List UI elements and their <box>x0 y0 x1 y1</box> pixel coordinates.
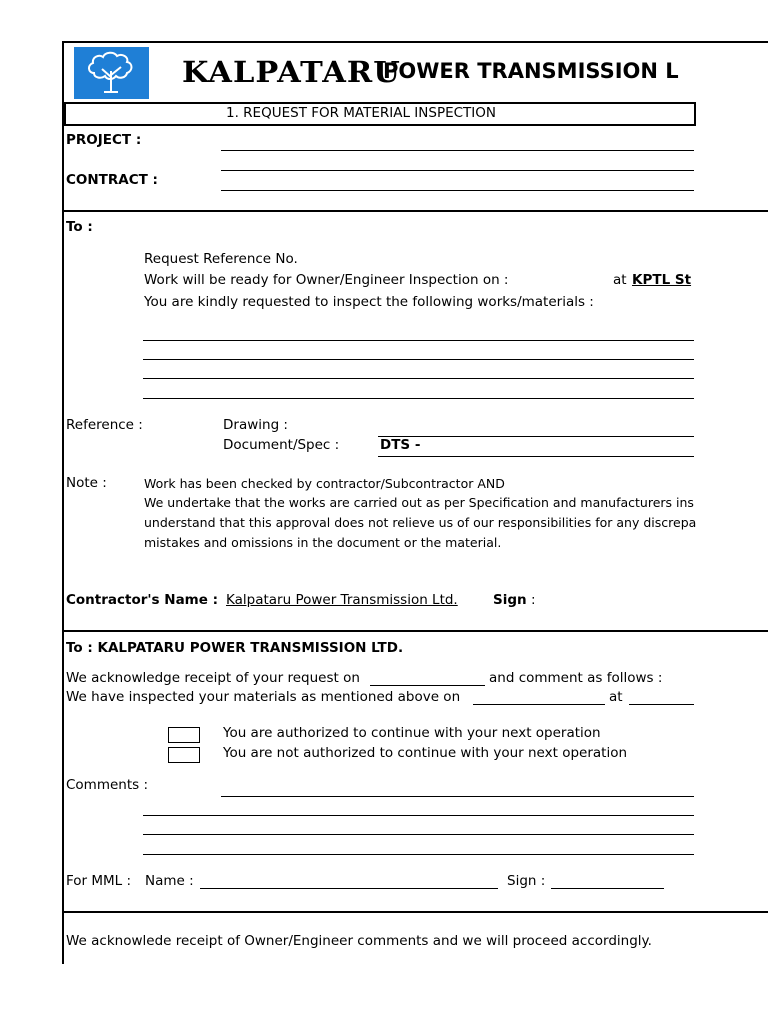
to-label: To : <box>66 219 93 235</box>
brand-wordmark: KALPATARU <box>182 55 401 89</box>
ack-date-line <box>370 685 485 686</box>
request-ref-no: Request Reference No. <box>144 251 298 267</box>
contractor-sign-colon: : <box>531 592 536 608</box>
authorized-text: You are authorized to continue with your next operation <box>223 725 601 741</box>
contractor-name-value: Kalpataru Power Transmission Ltd. <box>226 592 458 608</box>
authorized-checkbox[interactable] <box>168 727 200 743</box>
mml-sign-line <box>551 888 664 889</box>
drawing-line <box>378 436 694 437</box>
inspect-request-text: You are kindly requested to inspect the following works/materials : <box>144 294 594 310</box>
footer-ack-text: We acknowlede receipt of Owner/Engineer comments and we will proceed accordingly. <box>66 933 652 949</box>
form-title-box <box>64 102 696 126</box>
at-label: at <box>613 272 627 288</box>
ack-post-text: and comment as follows : <box>489 670 663 686</box>
ready-on-text: Work will be ready for Owner/Engineer Inspection on : <box>144 272 509 288</box>
works-line-2 <box>143 359 694 360</box>
tree-logo-icon <box>74 47 149 99</box>
contractor-name-label: Contractor's Name : <box>66 592 219 608</box>
note-line-3: understand that this approval does not relieve us of our responsibilities for any discrepa <box>144 515 697 530</box>
section-divider-3 <box>62 911 768 913</box>
at-location: KPTL St <box>632 272 692 288</box>
note-line-4: mistakes and omissions in the document or the material. <box>144 535 502 550</box>
comments-label: Comments : <box>66 777 149 793</box>
section-divider-2 <box>62 630 768 632</box>
comments-line-1 <box>221 796 694 797</box>
mml-sign-label: Sign : <box>507 873 546 889</box>
form-title: 1. REQUEST FOR MATERIAL INSPECTION <box>226 105 497 121</box>
project-label: PROJECT : <box>66 132 142 148</box>
not-authorized-checkbox[interactable] <box>168 747 200 763</box>
frame-top-border <box>62 41 768 43</box>
document-line <box>378 456 694 457</box>
document-label: Document/Spec : <box>223 437 340 453</box>
document-value: DTS - <box>380 437 421 453</box>
comments-line-3 <box>143 834 694 835</box>
response-to-line: To : KALPATARU POWER TRANSMISSION LTD. <box>66 640 404 656</box>
note-label: Note : <box>66 475 107 491</box>
works-line-1 <box>143 340 694 341</box>
inspected-at-label: at <box>609 689 623 705</box>
inspected-location-line <box>629 704 694 705</box>
mml-name-line <box>200 888 498 889</box>
section-divider-1 <box>62 210 768 212</box>
comments-line-4 <box>143 854 694 855</box>
company-name: POWER TRANSMISSION L <box>383 59 679 83</box>
inspected-pre-text: We have inspected your materials as mentioned above on <box>66 689 461 705</box>
contractor-sign-label: Sign <box>493 592 527 608</box>
contract-line <box>221 190 694 191</box>
not-authorized-text: You are not authorized to continue with your next operation <box>223 745 628 761</box>
reference-label: Reference : <box>66 417 143 433</box>
project-line-2 <box>221 170 694 171</box>
for-mml-label: For MML : <box>66 873 132 889</box>
note-line-2: We undertake that the works are carried out as per Specification and manufacturers ins <box>144 495 694 510</box>
inspected-date-line <box>473 704 605 705</box>
comments-line-2 <box>143 815 694 816</box>
ack-pre-text: We acknowledge receipt of your request on <box>66 670 360 686</box>
project-line-1 <box>221 150 694 151</box>
frame-left-border <box>62 41 64 964</box>
drawing-label: Drawing : <box>223 417 288 433</box>
contract-label: CONTRACT : <box>66 172 158 188</box>
works-line-4 <box>143 398 694 399</box>
works-line-3 <box>143 378 694 379</box>
company-logo <box>74 47 149 99</box>
note-line-1: Work has been checked by contractor/Subcontractor AND <box>144 476 505 491</box>
mml-name-label: Name : <box>145 873 194 889</box>
